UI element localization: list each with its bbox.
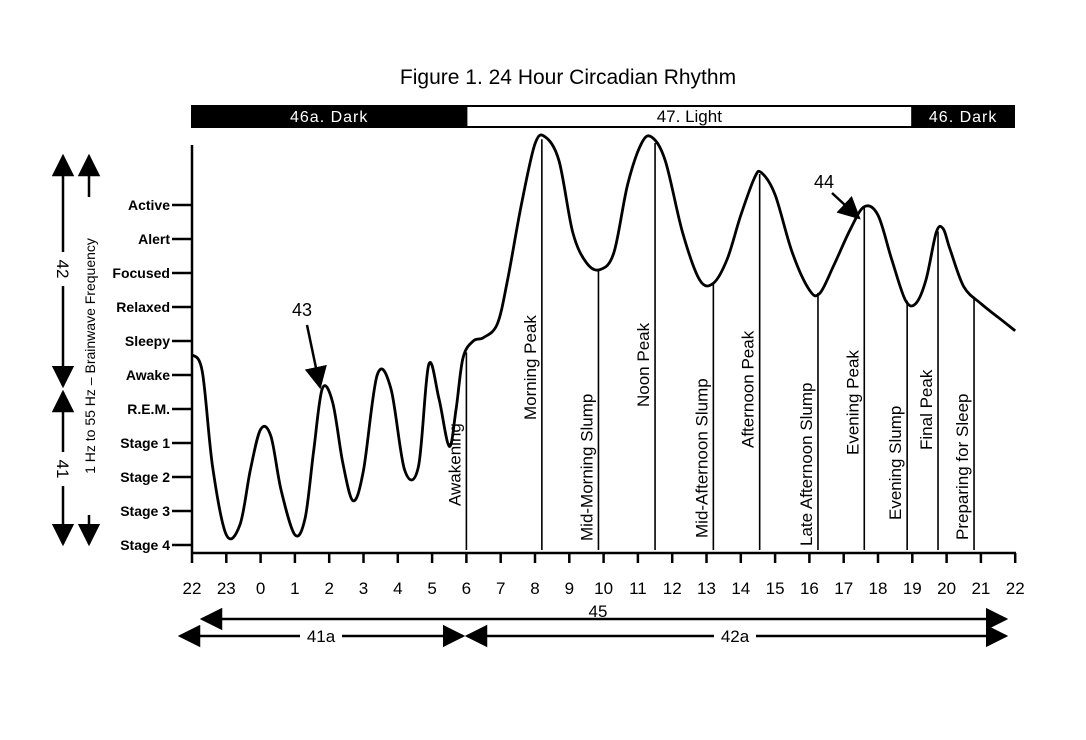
reference-43-arrow <box>307 325 320 387</box>
light-dark-band <box>192 106 1014 127</box>
band-label-1: 47. Light <box>656 107 722 126</box>
x-tick-label: 7 <box>495 579 506 598</box>
event-label: Mid-Morning Slump <box>577 393 597 541</box>
x-tick-label: 0 <box>255 579 266 598</box>
x-tick-label: 22 <box>182 579 202 598</box>
x-tick-label: 5 <box>427 579 437 598</box>
y-level-label: Focused <box>112 265 170 281</box>
span-45-label: 45 <box>588 602 608 621</box>
x-tick-label: 14 <box>731 579 751 598</box>
x-tick-label: 20 <box>937 579 957 598</box>
x-tick-label: 19 <box>902 579 922 598</box>
x-tick-label: 21 <box>971 579 991 598</box>
x-tick-label: 2 <box>324 579 334 598</box>
x-tick-label: 15 <box>765 579 785 598</box>
event-label: Final Peak <box>917 369 936 450</box>
x-tick-label: 1 <box>290 579 300 598</box>
x-axis-ticks <box>183 553 1025 598</box>
y-level-label: Stage 2 <box>120 469 170 485</box>
x-tick-label: 16 <box>799 579 819 598</box>
y-level-label: Relaxed <box>116 299 170 315</box>
frequency-axis-title: 1 Hz to 55 Hz – Brainwave Frequency <box>82 238 98 474</box>
x-tick-label: 6 <box>461 579 472 598</box>
x-tick-label: 8 <box>530 579 540 598</box>
x-tick-label: 4 <box>393 579 403 598</box>
figure-title: Figure 1. 24 Hour Circadian Rhythm <box>399 66 737 89</box>
event-label: Preparing for Sleep <box>953 393 972 540</box>
y-level-label: Active <box>127 197 170 213</box>
event-label: Morning Peak <box>520 315 540 420</box>
reference-43-label: 43 <box>291 300 313 320</box>
x-tick-label: 17 <box>834 579 854 598</box>
x-tick-label: 13 <box>697 579 716 598</box>
band-label-2: 46. Dark <box>928 109 998 126</box>
event-label: Late Afternoon Slump <box>797 382 816 546</box>
event-label: Noon Peak <box>634 322 653 407</box>
x-tick-label: 9 <box>564 579 575 598</box>
x-tick-label: 12 <box>662 579 682 598</box>
y-level-label: R.E.M. <box>127 401 170 417</box>
x-tick-label: 10 <box>594 579 614 598</box>
event-markers <box>445 139 974 550</box>
x-tick-label: 11 <box>629 579 647 598</box>
reference-44-label: 44 <box>813 172 835 192</box>
y-level-label: Awake <box>125 367 170 383</box>
range-41-label: 41 <box>53 459 72 479</box>
band-label-0: 46a. Dark <box>290 109 369 126</box>
y-level-label: Stage 4 <box>120 537 170 553</box>
x-tick-label: 23 <box>216 579 236 598</box>
span-41a-label: 41a <box>306 627 336 646</box>
reference-44-arrow <box>832 193 859 218</box>
event-label: Awakening <box>445 423 465 506</box>
y-level-label: Stage 1 <box>120 435 170 451</box>
y-level-label: Stage 3 <box>120 503 170 519</box>
event-label: Evening Peak <box>843 350 863 455</box>
y-axis-levels <box>112 197 192 553</box>
span-42a-label: 42a <box>720 627 750 646</box>
event-label: Mid-Afternoon Slump <box>692 378 712 538</box>
y-level-label: Alert <box>138 231 170 247</box>
range-42-label: 42 <box>53 259 72 279</box>
event-label: Evening Slump <box>886 405 906 520</box>
x-tick-label: 18 <box>868 579 888 598</box>
x-tick-label: 3 <box>358 579 369 598</box>
x-tick-label: 22 <box>1005 579 1025 598</box>
event-label: Afternoon Peak <box>738 330 758 448</box>
y-level-label: Sleepy <box>124 333 170 349</box>
